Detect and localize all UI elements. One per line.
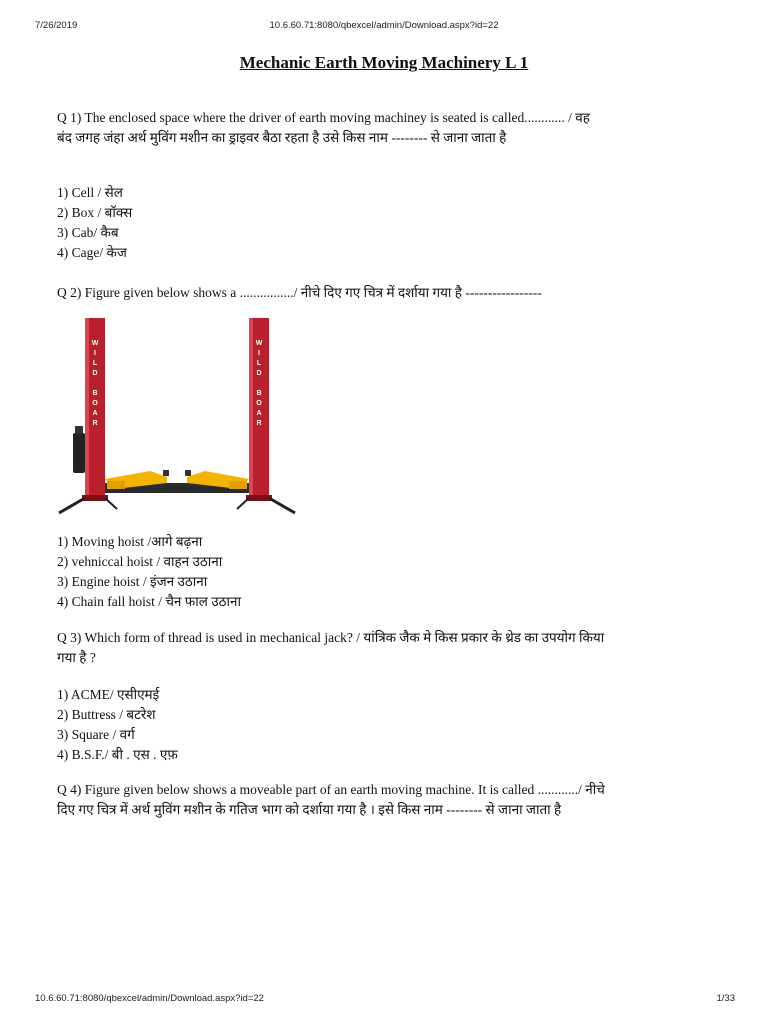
svg-text:L: L <box>92 360 98 367</box>
svg-text:D: D <box>92 370 98 377</box>
question-2-text: Q 2) Figure given below shows a ................/ नीचे दिए गए चित्र में दर्शाया गया है ----------------- <box>57 285 542 300</box>
page-footer <box>0 993 768 1007</box>
right-pillar-label: W <box>255 340 263 347</box>
svg-text:D: D <box>256 370 262 377</box>
page-header <box>0 20 768 34</box>
print-date: 7/26/2019 <box>35 20 78 31</box>
page-title: Mechanic Earth Moving Machinery L 1 <box>239 53 529 72</box>
page-number: 1/33 <box>716 993 735 1004</box>
option-4: 4) Cage/ केज <box>57 245 127 260</box>
print-url: 10.6.60.71:8080/qbexcel/admin/Download.aspx?id=22 <box>269 20 499 31</box>
svg-text:O: O <box>256 400 262 407</box>
question-2-options <box>57 532 607 612</box>
two-post-lift-figure <box>55 313 300 523</box>
option-3: 3) Cab/ कैब <box>57 225 119 240</box>
question-1-text: Q 1) The enclosed space where the driver of earth moving machiney is seated is called............ / वह बंद जगह जंहा अर्थ मुविंग मशीन का ड्राइवर बैठा रहता है उसे किस नाम -------- से जाना जाता है <box>57 110 590 145</box>
question-1-options <box>57 183 607 263</box>
option-2: 2) Box / बॉक्स <box>57 205 133 220</box>
option-1: 1) ACME/ एसीएमई <box>57 687 160 702</box>
svg-text:O: O <box>92 400 98 407</box>
option-4: 4) Chain fall hoist / चैन फाल उठाना <box>57 594 241 609</box>
question-4-text: Q 4) Figure given below shows a moveable part of an earth moving machine. It is called ............/ नीचे दिए गए चित्र में अर्थ मुविंग मशीन के गतिज भाग को दर्शाया गया है । इसे किस नाम -------- से जाना जाता है <box>57 782 605 817</box>
left-pillar-label: W <box>91 340 99 347</box>
option-1: 1) Moving hoist /आगे बढ़ना <box>57 534 203 549</box>
question-3-options <box>57 685 607 765</box>
svg-text:A: A <box>256 410 262 417</box>
option-3: 3) Square / वर्ग <box>57 727 135 742</box>
option-1: 1) Cell / सेल <box>57 185 123 200</box>
svg-text:I: I <box>258 350 260 357</box>
svg-text:B: B <box>92 390 98 397</box>
svg-text:L: L <box>256 360 262 367</box>
svg-text:R: R <box>92 420 98 427</box>
question-3-text: Q 3) Which form of thread is used in mechanical jack? / यांत्रिक जैक मे किस प्रकार के थ्रेड का उपयोग किया गया है ? <box>57 630 605 665</box>
option-2: 2) vehniccal hoist / वाहन उठाना <box>57 554 223 569</box>
svg-text:A: A <box>92 410 98 417</box>
option-2: 2) Buttress / बटरेश <box>57 707 156 722</box>
svg-text:I: I <box>94 350 96 357</box>
svg-text:B: B <box>256 390 262 397</box>
footer-url: 10.6.60.71:8080/qbexcel/admin/Download.aspx?id=22 <box>35 993 264 1004</box>
lift-motor <box>73 433 85 473</box>
option-3: 3) Engine hoist / इंजन उठाना <box>57 574 208 589</box>
option-4: 4) B.S.F./ बी . एस . एफ़ <box>57 747 178 762</box>
svg-text:R: R <box>256 420 262 427</box>
